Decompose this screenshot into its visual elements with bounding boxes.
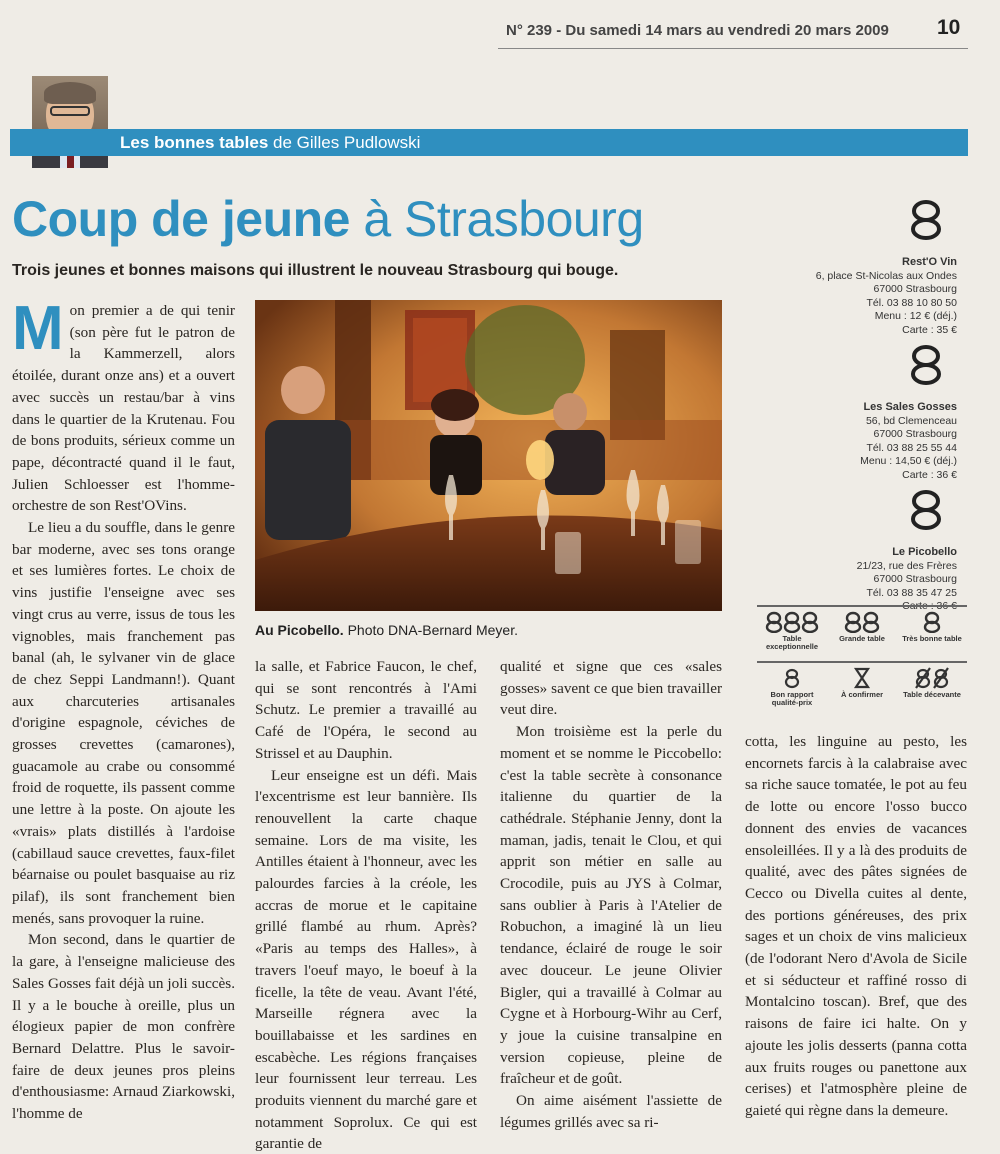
venue-sidebar — [760, 200, 957, 635]
hourglass-icon — [853, 667, 871, 689]
article-column-3 — [500, 656, 722, 1133]
col1-paragraph-1 — [12, 294, 235, 517]
col1-paragraph-2: Le lieu a du souffle, dans le genre bar moderne, avec ses tons orange et ses lumières fortes. Le choix de vins justifie l'enseigne avec ses vingt crus au verre, issus de tous les vignobles, mais franchement pas banal (ah, le sylvaner vin de glace de chez Seppi Landmann!). Quant aux charcuteries artisanales d'origine espagnole, céviches de grosses crevettes (camarones), guacamole au crabe ou consommé froid de roquette, ils passent comme une lettre à la poste. On ajoute les «vrais» plats distillés à l'ardoise (cabillaud sauce crevettes, faux-filet béarnaise ou poulet basquaise au riz pilaf), ils sont franchement bien menés, sans provoquer la ruine. — [12, 519, 235, 927]
col3-paragraph-2: Mon troisième est la perle du moment et se nomme le Piccobello: c'est la table secrète à consonance italienne du quartier de la cathédrale. Stéphanie Jenny, dont la maman, jadis, tenait le Clou, et qui apprit son métier en salle au Crocodile, puis au JYS à Colmar, sans oublier à Paris à l'Atelier de Robuchon, a imaginé là un lieu tendance, éclairé de rouge le soir avec douceur. Le jeune Olivier Bigler, qui a travaillé à Colmar au Cygne et à Horbourg-Wihr au Cerf, y joue la cuisine transalpine en version copieuse, pleine de fraîcheur et de goût. — [500, 723, 722, 1088]
headline-rest: à Strasbourg — [349, 191, 644, 247]
legend-label: Table exceptionnelle — [765, 634, 819, 651]
col1-paragraph-3: Mon second, dans le quartier de la gare, à l'enseigne malicieuse des Sales Gosses fait déjà un joli succès. Il y a le bouche à oreille, plus un élogieux papier de mon confrère Bernard Delattre. Plus le savoir-faire de deux jeunes pros pleins d'enthousiasme: Arnaud Ziarkowski, l'homme de — [12, 931, 235, 1123]
deck: Trois jeunes et bonnes maisons qui illustrent le nouveau Strasbourg qui bouge. — [12, 262, 619, 279]
col3-paragraph-1: qualité et signe que ces «sales gosses» savent ce que bien travailler veut dire. — [500, 658, 722, 719]
venue-carte: Carte : 36 € — [902, 468, 957, 481]
venue-details — [860, 401, 957, 483]
photo-caption — [255, 622, 518, 638]
article-column-4 — [745, 731, 967, 1122]
rating-legend — [757, 605, 967, 723]
legend-item-grande — [827, 611, 897, 643]
venue-restovin — [760, 200, 957, 345]
photo-caption-bold: Au Picobello. — [255, 622, 344, 638]
headline-bold: Coup de jeune — [12, 191, 350, 247]
venue-address: 21/23, rue des Frères — [856, 559, 957, 572]
legend-item-exceptionnelle — [757, 611, 827, 651]
col3-paragraph-3: On aime aisément l'assiette de légumes grillés avec sa ri- — [500, 1092, 722, 1131]
legend-label: Table décevante — [903, 690, 961, 699]
venue-city: 67000 Strasbourg — [873, 573, 957, 586]
venue-logo-icon — [909, 345, 943, 385]
venue-name: Les Sales Gosses — [863, 401, 957, 413]
venue-menu: Menu : 14,50 € (déj.) — [860, 455, 957, 468]
restaurant-photo-art — [255, 300, 722, 611]
legend-item-tres-bonne — [897, 611, 967, 643]
photo-caption-rest: Photo DNA-Bernard Meyer. — [343, 622, 518, 638]
venue-sales-gosses — [760, 345, 957, 490]
header-rule — [498, 48, 968, 49]
headline — [12, 190, 644, 248]
legend-label: Très bonne table — [902, 634, 962, 643]
legend-label: Bon rapport qualité-prix — [770, 690, 814, 707]
portrait-glasses — [50, 106, 90, 116]
legend-item-confirmer — [827, 667, 897, 699]
venue-logo-icon — [909, 200, 943, 240]
legend-rule-top — [757, 605, 967, 607]
legend-rule-middle — [757, 661, 967, 663]
page-number: 10 — [937, 16, 961, 39]
legend-label: Grande table — [839, 634, 885, 643]
rubric-label — [120, 133, 420, 153]
drop-cap: M — [12, 294, 64, 363]
one-glass-icon — [923, 611, 941, 633]
venue-phone: Tél. 03 88 10 80 50 — [866, 296, 957, 309]
col4-paragraph-1: cotta, les linguine au pesto, les encornets farcis à la calabraise avec sa riche sauce tomatée, le pot au feu de lotte ou encore l'osso bucco donnent des envies de vacances ensoleillées. Il y a là des produits de qualité, avec des pâtes signées de Cecco ou Divella cuites al dente, des portions généreuses, des prix sages et un choix de vins malicieux (de l'odorant Nero d'Avola de Sicile et si séducteur et raffiné rosso di Montalcino toscan). Bref, que des raisons de faire ici halte. On y ajoute les jolis desserts (panna cotta aux fruits rouges ou panettone aux cerises) et l'atmosphère pleine de gaieté qui règne dans la demeure. — [745, 733, 967, 1119]
article-column-2 — [255, 656, 477, 1154]
legend-item-rapport — [757, 667, 827, 707]
venue-name: Le Picobello — [892, 546, 957, 558]
col2-paragraph-2: Leur enseigne est un défi. Mais l'excentrisme est leur bannière. Ils renouvellent la carte chaque semaine. Lors de ma visite, les Antilles étaient à l'honneur, avec les palourdes farcies à la créole, les accras de morue et le capitaine grillé flambé au rhum. Après? «Paris au temps des Halles», à travers l'oeuf mayo, le boeuf à la ficelle, la tête de veau. Avant l'été, Marseille régnera avec la bouillabaisse et les sardines en escabèche. Les régions françaises leur fournissent leur terreau. Les produits viennent du marché gare et notamment Soprolux. Ce qui est garantie de — [255, 766, 477, 1153]
legend-item-decevante — [897, 667, 967, 699]
venue-city: 67000 Strasbourg — [873, 428, 957, 441]
venue-address: 6, place St-Nicolas aux Ondes — [815, 269, 957, 282]
issue-line: N° 239 - Du samedi 14 mars au vendredi 20 mars 2009 — [506, 22, 889, 39]
restaurant-photo — [255, 300, 722, 611]
rubric-label-rest: de Gilles Pudlowski — [268, 133, 421, 152]
two-glasses-icon — [844, 611, 880, 633]
article-column-1 — [12, 294, 235, 1125]
venue-phone: Tél. 03 88 25 55 44 — [866, 441, 957, 454]
col2-paragraph-1: la salle, et Fabrice Faucon, le chef, qui se sont rencontrés à l'Ami Schutz. Le premier a travaillé au Café de l'Opéra, le second au Strissel et au Dauphin. — [255, 658, 477, 762]
col1-paragraph-1-text: on premier a de qui tenir (son père fut le patron de la Kammerzell, alors étoilée, durant onze ans) et a ouvert avec succès un restau/bar à vins dans le quartier de la Krutenau. Fou de bons produits, sérieux comme un pape, décontracté quand il le faut, Julien Schloesser est l'homme-orchestre de son Rest'OVins. — [12, 302, 235, 515]
portrait-hair — [44, 82, 96, 104]
venue-details — [816, 256, 957, 338]
venue-phone: Tél. 03 88 35 47 25 — [866, 586, 957, 599]
venue-menu: Menu : 12 € (déj.) — [874, 310, 957, 323]
venue-details — [857, 546, 957, 614]
legend-label: À confirmer — [840, 690, 884, 699]
venue-address: 56, bd Clemenceau — [865, 414, 957, 427]
rubric-label-bold: Les bonnes tables — [120, 133, 269, 152]
logo-icon — [783, 667, 801, 689]
three-glasses-icon — [765, 611, 819, 633]
venue-name: Rest'O Vin — [902, 256, 957, 268]
venue-carte: Carte : 35 € — [902, 323, 957, 336]
crossed-glasses-icon — [914, 667, 950, 689]
venue-city: 67000 Strasbourg — [873, 283, 957, 296]
venue-logo-icon — [909, 490, 943, 530]
